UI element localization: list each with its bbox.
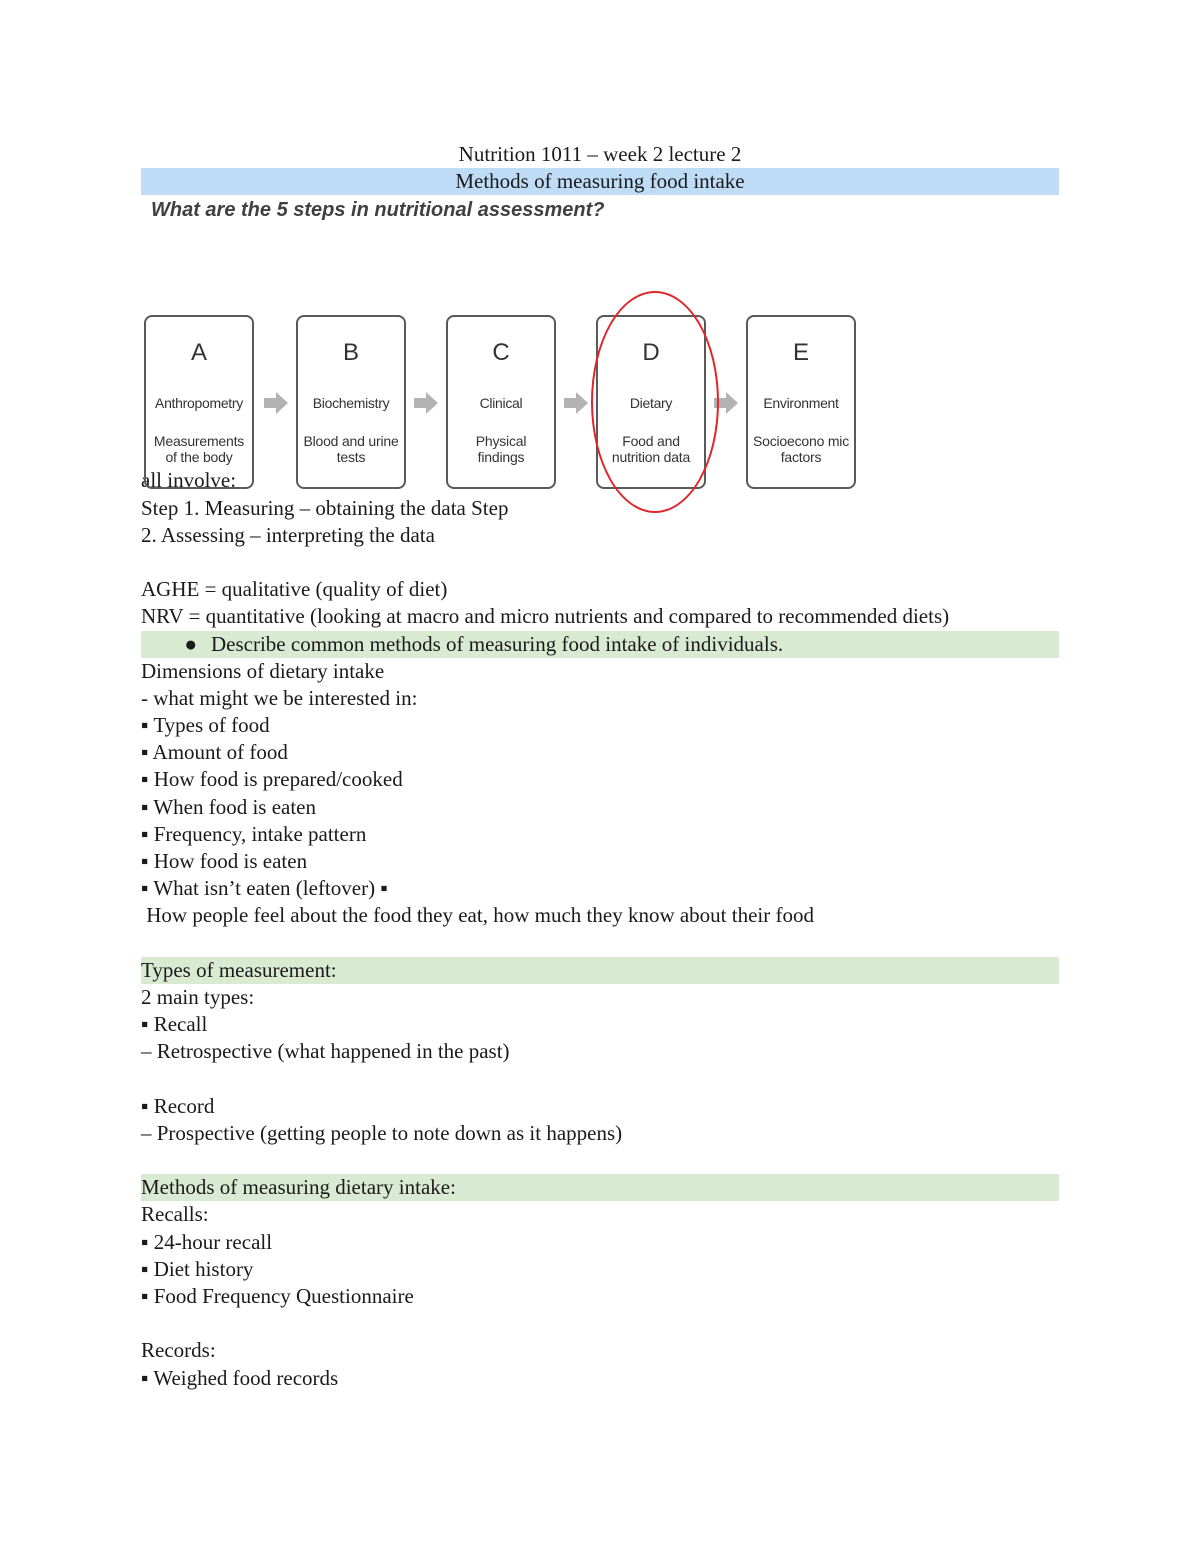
step-box-c [446, 315, 556, 489]
step-description: Physical findings [475, 433, 527, 466]
step-box-a [144, 315, 254, 489]
objective-bullet [141, 631, 1059, 658]
spacer [141, 930, 1059, 957]
document-title: Nutrition 1011 – week 2 lecture 2 [458, 142, 742, 166]
spacer [141, 1147, 1059, 1174]
step-letter: C [492, 339, 510, 367]
bullet-dot-icon: ● [184, 631, 197, 656]
step-name: Dietary [629, 395, 673, 412]
list-item: ▪ Types of food [141, 713, 270, 738]
record-description: – Prospective (getting people to note down as it happens) [141, 1120, 623, 1145]
list-item: ▪ What isn’t eaten (leftover) ▪ [141, 876, 388, 901]
list-item: ▪ Frequency, intake pattern [141, 821, 367, 846]
objective-text: Describe common methods of measuring food intake of individuals. [211, 631, 784, 656]
list-item: ▪ Diet history [141, 1256, 254, 1281]
right-arrow-icon [564, 391, 588, 415]
step-name: Clinical [479, 395, 523, 412]
step-letter: B [342, 339, 359, 367]
step-description: Socioecono mic factors [752, 433, 850, 466]
step-name: Anthropometry [155, 395, 243, 412]
dimensions-last: How people feel about the food they eat, how much they know about their food [141, 903, 814, 928]
list-item: ▪ How food is eaten [141, 849, 308, 873]
step-letter: E [792, 339, 809, 367]
dimensions-heading: Dimensions of dietary intake [141, 658, 385, 683]
records-label: Records: [141, 1338, 216, 1363]
dimensions-intro: - what might we be interested in: [141, 685, 418, 710]
record-label: ▪ Record [141, 1093, 215, 1118]
spacer [141, 1310, 1059, 1337]
step-description: Food and nutrition data [611, 433, 691, 466]
step-2-text: 2. Assessing – interpreting the data [141, 522, 435, 547]
recalls-label: Recalls: [141, 1202, 209, 1227]
dietary-highlight-circle [591, 291, 719, 513]
spacer [141, 549, 1059, 576]
step-box-e [746, 315, 856, 489]
list-item: ▪ Amount of food [141, 740, 288, 765]
aghe-text: AGHE = qualitative (quality of diet) [141, 577, 448, 602]
list-item: ▪ 24-hour recall [141, 1229, 273, 1254]
nrv-text: NRV = quantitative (looking at macro and micro nutrients and compared to recommended diets) [141, 604, 950, 629]
step-name: Biochemistry [312, 395, 390, 412]
document-subtitle: Methods of measuring food intake [141, 168, 1059, 195]
list-item: ▪ Food Frequency Questionnaire [141, 1284, 414, 1308]
recall-label: ▪ Recall [141, 1012, 208, 1037]
step-box-b [296, 315, 406, 489]
step-letter: A [190, 339, 207, 367]
list-item: ▪ Weighed food records [141, 1365, 339, 1390]
figure-question: What are the 5 steps in nutritional assessment? [151, 199, 605, 222]
right-arrow-icon [414, 391, 438, 415]
document-page [141, 141, 1059, 1392]
step-description: Blood and urine tests [303, 433, 399, 466]
assessment-steps-figure [141, 195, 1059, 467]
types-intro: 2 main types: [141, 984, 255, 1009]
right-arrow-icon [264, 391, 288, 415]
list-item: ▪ How food is prepared/cooked [141, 767, 403, 792]
list-item: ▪ When food is eaten [141, 794, 317, 819]
methods-heading: Methods of measuring dietary intake: [141, 1174, 1059, 1201]
step-description: Measurements of the body [153, 433, 245, 466]
step-name: Environment [763, 395, 839, 412]
types-heading: Types of measurement: [141, 957, 1059, 984]
involve-intro: all involve: [141, 468, 237, 493]
step-letter: D [642, 339, 660, 367]
step-1-text: Step 1. Measuring – obtaining the data Step [141, 495, 509, 520]
spacer [141, 1066, 1059, 1093]
recall-description: – Retrospective (what happened in the past) [141, 1039, 510, 1064]
